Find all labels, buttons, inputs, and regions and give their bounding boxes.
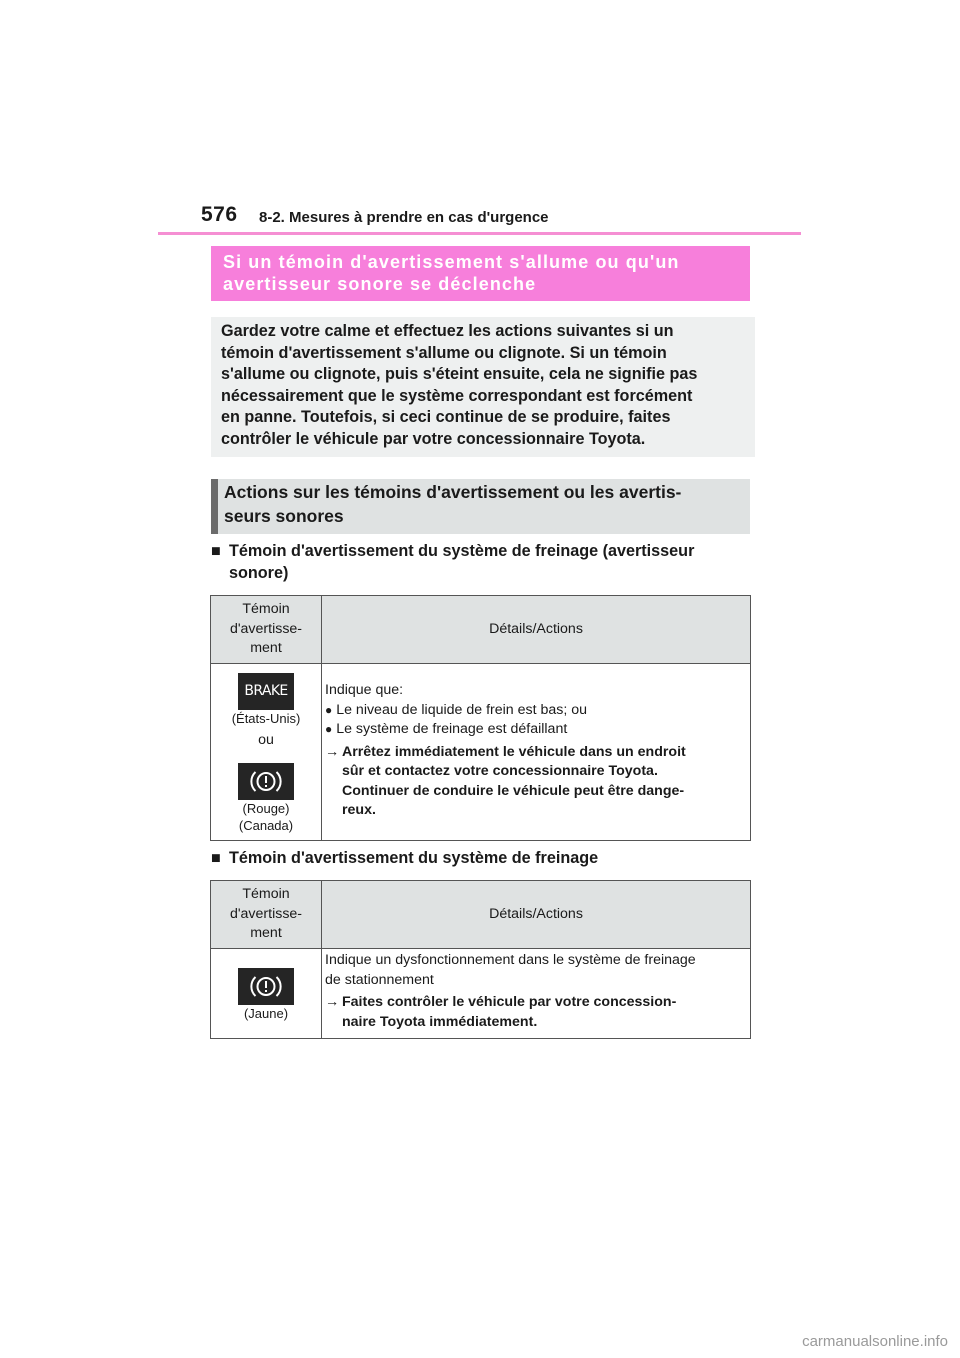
section1-title-line-1: Témoin d'avertissement du système de freinage (avertisseur: [229, 542, 695, 560]
brake-warning-circle-icon: [238, 968, 294, 1005]
header-rule: [158, 232, 801, 235]
brake-icon-label: BRAKE: [244, 683, 288, 699]
arrow-icon: →: [325, 743, 340, 760]
site-watermark: carmanualsonline.info: [802, 1333, 948, 1350]
brake-warning-table: [210, 595, 751, 841]
header-indicator-line: d'avertisse-: [229, 620, 303, 637]
header-indicator-line: d'avertisse-: [229, 905, 303, 922]
header-indicator: [211, 881, 322, 949]
section2-heading: [211, 848, 749, 870]
details-cell: [322, 949, 751, 1039]
header-details: Détails/Actions: [322, 881, 751, 949]
section1-heading: [211, 541, 749, 584]
list-item: [325, 701, 744, 721]
details-line: Indique un dysfonctionnement dans le système de freinage: [325, 952, 696, 968]
header-indicator: [211, 596, 322, 664]
table-header-row: [211, 881, 751, 949]
details-line: de stationnement: [325, 971, 434, 988]
table-row: [211, 664, 751, 841]
list-item: [325, 720, 744, 740]
header-details: Détails/Actions: [322, 596, 751, 664]
subhead-line-1: Actions sur les témoins d'avertissement ou les avertis-: [224, 482, 682, 502]
table-header-row: [211, 596, 751, 664]
details-cell: [322, 664, 751, 841]
intro-box: [211, 317, 755, 457]
intro-line: Gardez votre calme et effectuez les actions suivantes si un: [221, 322, 674, 340]
topic-banner: [211, 246, 750, 301]
brake-warning-circle-svg: [238, 763, 294, 800]
brake-warning-circle-icon: [238, 763, 294, 800]
actions-subheading: [211, 479, 750, 534]
table-row: [211, 949, 751, 1039]
action-block: [325, 743, 744, 821]
list-item-text: Le niveau de liquide de frein est bas; ou: [336, 701, 588, 718]
header-indicator-line: Témoin: [242, 886, 290, 903]
action-block: [325, 993, 744, 1032]
caption-yellow: (Jaune): [243, 1006, 289, 1021]
bullet-dot-icon: ●: [325, 722, 333, 736]
intro-line: en panne. Toutefois, si ceci continue de se produire, faites: [221, 408, 671, 427]
page-number: 576: [201, 203, 238, 226]
indicator-cell: [211, 664, 322, 841]
caption-canada: (Canada): [238, 818, 294, 833]
section-title: 8-2. Mesures à prendre en cas d'urgence: [259, 209, 549, 226]
header-indicator-line: Témoin: [242, 601, 290, 618]
caption-red: (Rouge): [242, 801, 290, 816]
brake-warning-circle-svg: [238, 968, 294, 1005]
caption-us: (États-Unis): [231, 711, 301, 726]
parking-brake-warning-table: [210, 880, 751, 1039]
square-bullet-icon: ■: [211, 542, 221, 560]
square-bullet-icon: ■: [211, 849, 221, 867]
brake-text-icon: [238, 673, 294, 710]
section2-title: Témoin d'avertissement du système de freinage: [229, 849, 599, 867]
intro-line: contrôler le véhicule par votre concessionnaire Toyota.: [221, 429, 646, 448]
action-line: sûr et contactez votre concessionnaire Toyota.: [342, 763, 658, 779]
intro-line: s'allume ou clignote, puis s'éteint ensuite, cela ne signifie pas: [221, 365, 698, 384]
or-text: ou: [258, 732, 274, 748]
action-line: Continuer de conduire le véhicule peut être dange-: [342, 782, 685, 799]
section1-title-line-2: sonore): [229, 563, 289, 582]
intro-line: témoin d'avertissement s'allume ou clignote. Si un témoin: [221, 343, 667, 362]
subhead-line-2: seurs sonores: [224, 505, 344, 526]
header-indicator-line: ment: [250, 640, 282, 657]
action-line: Faites contrôler le véhicule par votre concession-: [342, 994, 677, 1010]
header-indicator-line: ment: [250, 925, 282, 942]
action-line: reux.: [342, 802, 376, 818]
indicator-cell: [211, 949, 322, 1039]
bullet-dot-icon: ●: [325, 702, 333, 717]
list-item-text: Le système de freinage est défaillant: [336, 721, 568, 737]
action-line: Arrêtez immédiatement le véhicule dans un endroit: [342, 743, 686, 760]
intro-line: nécessairement que le système correspondant est forcément: [221, 386, 693, 405]
details-intro: Indique que:: [325, 682, 404, 698]
banner-line-2: avertisseur sonore se déclenche: [223, 274, 537, 294]
arrow-icon: →: [325, 994, 340, 1010]
banner-line-1: Si un témoin d'avertissement s'allume ou qu'un: [223, 252, 680, 272]
action-line: naire Toyota immédiatement.: [342, 1013, 538, 1030]
